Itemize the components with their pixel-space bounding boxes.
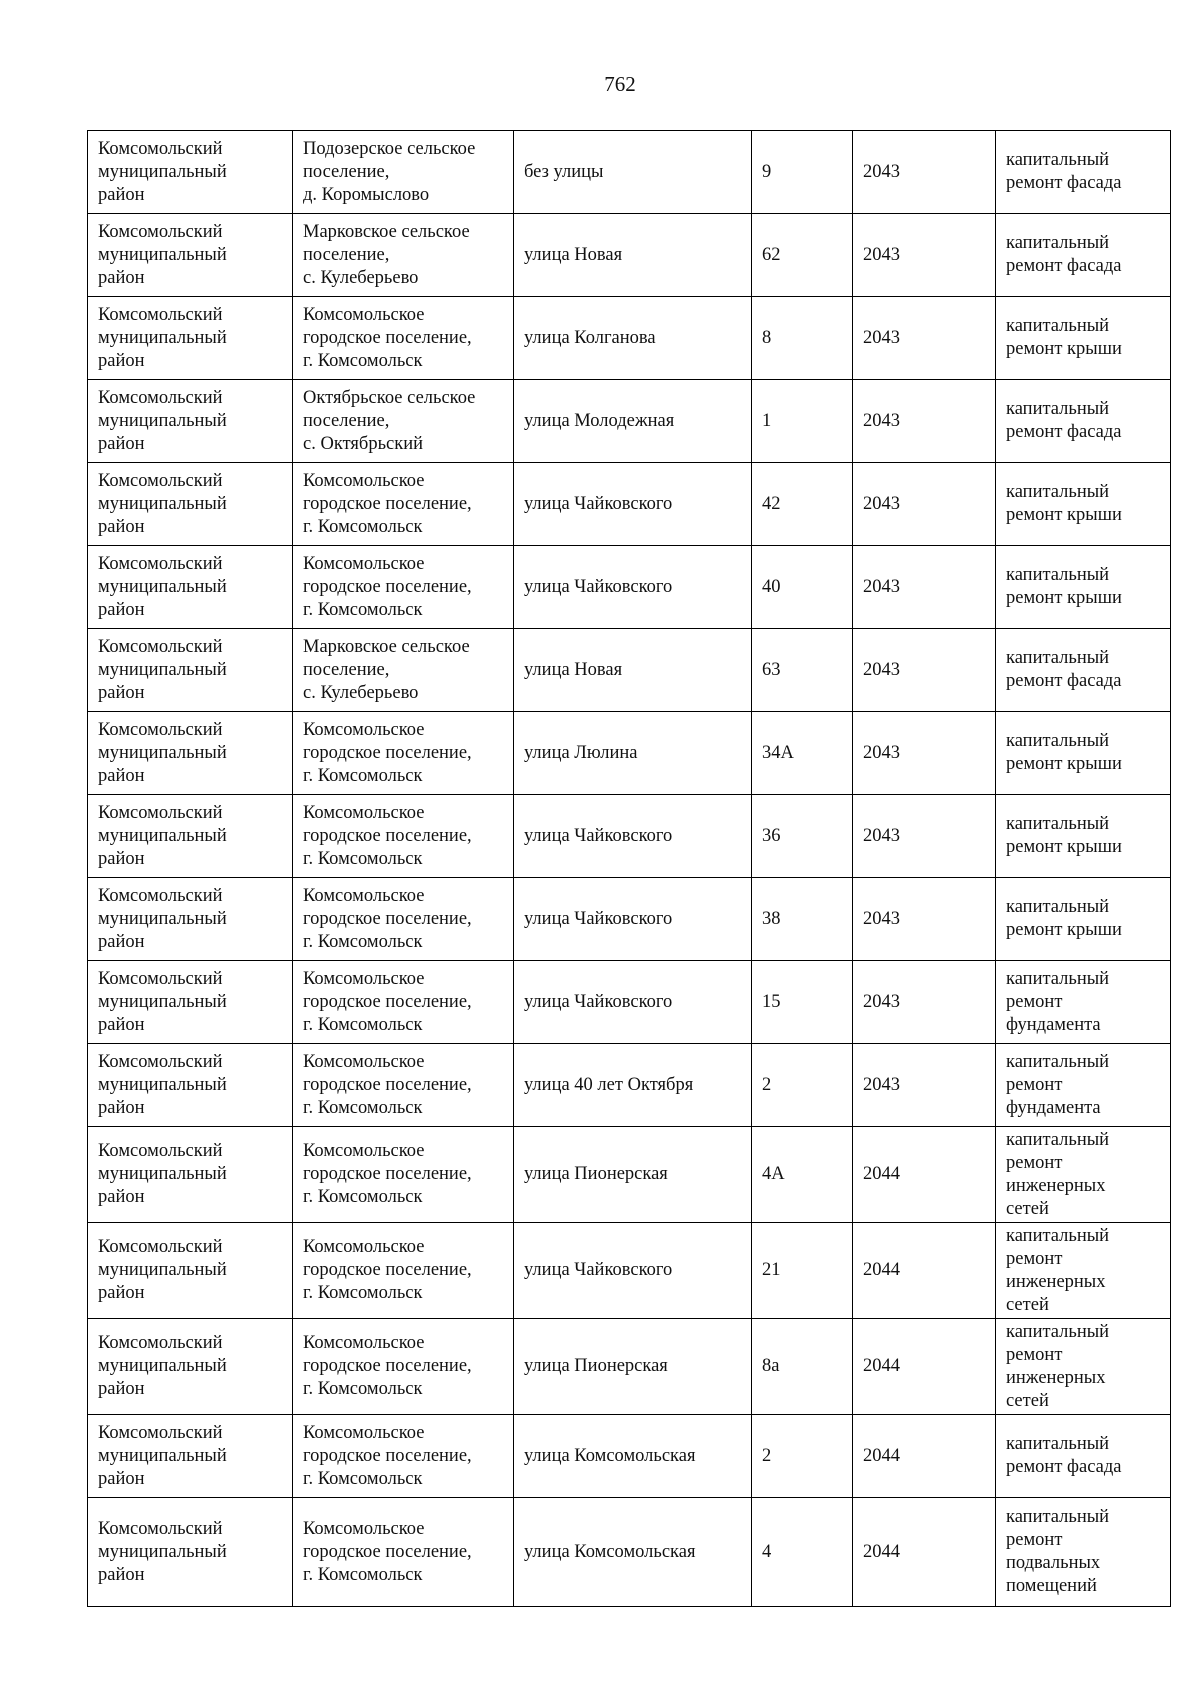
cell-house: 62: [752, 214, 853, 297]
cell-settlement: Комсомольское городское поселение, г. Комсомольск: [293, 297, 514, 380]
cell-work: капитальный ремонт инженерных сетей: [996, 1127, 1171, 1223]
cell-house: 36: [752, 795, 853, 878]
cell-work: капитальный ремонт фасада: [996, 131, 1171, 214]
cell-district: Комсомольский муниципальный район: [88, 214, 293, 297]
cell-work: капитальный ремонт крыши: [996, 878, 1171, 961]
cell-settlement: Октябрьское сельское поселение, с. Октябрьский: [293, 380, 514, 463]
page-number: 762: [604, 72, 636, 96]
cell-district: Комсомольский муниципальный район: [88, 1319, 293, 1415]
cell-street: улица 40 лет Октября: [514, 1044, 752, 1127]
cell-work: капитальный ремонт подвальных помещений: [996, 1498, 1171, 1607]
cell-house: 1: [752, 380, 853, 463]
cell-house: 4: [752, 1498, 853, 1607]
cell-district: Комсомольский муниципальный район: [88, 795, 293, 878]
cell-district: Комсомольский муниципальный район: [88, 1498, 293, 1607]
cell-district: Комсомольский муниципальный район: [88, 1223, 293, 1319]
cell-year: 2043: [853, 961, 996, 1044]
cell-street: улица Чайковского: [514, 961, 752, 1044]
cell-street: улица Чайковского: [514, 546, 752, 629]
cell-house: 40: [752, 546, 853, 629]
cell-house: 38: [752, 878, 853, 961]
cell-work: капитальный ремонт крыши: [996, 297, 1171, 380]
cell-work: капитальный ремонт фундамента: [996, 1044, 1171, 1127]
cell-district: Комсомольский муниципальный район: [88, 131, 293, 214]
cell-street: улица Новая: [514, 629, 752, 712]
table-row: [88, 1223, 1171, 1319]
cell-house: 8: [752, 297, 853, 380]
register-table: [87, 130, 1171, 1607]
cell-house: 63: [752, 629, 853, 712]
register-table-body: [88, 131, 1171, 1607]
table-row: [88, 463, 1171, 546]
cell-house: 21: [752, 1223, 853, 1319]
table-row: [88, 795, 1171, 878]
cell-street: улица Новая: [514, 214, 752, 297]
cell-district: Комсомольский муниципальный район: [88, 961, 293, 1044]
cell-settlement: Комсомольское городское поселение, г. Комсомольск: [293, 961, 514, 1044]
table-row: [88, 1319, 1171, 1415]
cell-district: Комсомольский муниципальный район: [88, 629, 293, 712]
cell-work: капитальный ремонт инженерных сетей: [996, 1223, 1171, 1319]
cell-year: 2044: [853, 1223, 996, 1319]
cell-settlement: Комсомольское городское поселение, г. Комсомольск: [293, 463, 514, 546]
cell-year: 2043: [853, 546, 996, 629]
cell-district: Комсомольский муниципальный район: [88, 712, 293, 795]
cell-settlement: Комсомольское городское поселение, г. Комсомольск: [293, 712, 514, 795]
cell-settlement: Марковское сельское поселение, с. Кулеберьево: [293, 214, 514, 297]
cell-district: Комсомольский муниципальный район: [88, 297, 293, 380]
table-row: [88, 546, 1171, 629]
cell-settlement: Комсомольское городское поселение, г. Комсомольск: [293, 1127, 514, 1223]
table-row: [88, 1127, 1171, 1223]
cell-house: 9: [752, 131, 853, 214]
cell-settlement: Комсомольское городское поселение, г. Комсомольск: [293, 878, 514, 961]
cell-house: 4А: [752, 1127, 853, 1223]
table-row: [88, 214, 1171, 297]
cell-street: улица Молодежная: [514, 380, 752, 463]
cell-work: капитальный ремонт крыши: [996, 546, 1171, 629]
cell-house: 15: [752, 961, 853, 1044]
table-row: [88, 380, 1171, 463]
cell-settlement: Комсомольское городское поселение, г. Комсомольск: [293, 1498, 514, 1607]
cell-work: капитальный ремонт фасада: [996, 214, 1171, 297]
cell-work: капитальный ремонт фасада: [996, 1415, 1171, 1498]
cell-year: 2044: [853, 1415, 996, 1498]
cell-street: улица Пионерская: [514, 1319, 752, 1415]
cell-settlement: Комсомольское городское поселение, г. Комсомольск: [293, 1415, 514, 1498]
cell-work: капитальный ремонт фасада: [996, 380, 1171, 463]
cell-street: улица Люлина: [514, 712, 752, 795]
cell-year: 2043: [853, 878, 996, 961]
cell-house: 42: [752, 463, 853, 546]
cell-street: улица Чайковского: [514, 1223, 752, 1319]
cell-house: 34А: [752, 712, 853, 795]
cell-street: улица Пионерская: [514, 1127, 752, 1223]
cell-district: Комсомольский муниципальный район: [88, 878, 293, 961]
cell-work: капитальный ремонт инженерных сетей: [996, 1319, 1171, 1415]
cell-work: капитальный ремонт крыши: [996, 463, 1171, 546]
table-row: [88, 961, 1171, 1044]
cell-work: капитальный ремонт фундамента: [996, 961, 1171, 1044]
cell-district: Комсомольский муниципальный район: [88, 1127, 293, 1223]
cell-year: 2044: [853, 1498, 996, 1607]
cell-settlement: Комсомольское городское поселение, г. Комсомольск: [293, 546, 514, 629]
cell-street: улица Колганова: [514, 297, 752, 380]
cell-house: 2: [752, 1415, 853, 1498]
cell-work: капитальный ремонт фасада: [996, 629, 1171, 712]
cell-year: 2043: [853, 214, 996, 297]
cell-settlement: Подозерское сельское поселение, д. Коромыслово: [293, 131, 514, 214]
cell-house: 8а: [752, 1319, 853, 1415]
cell-year: 2043: [853, 629, 996, 712]
table-row: [88, 1498, 1171, 1607]
cell-settlement: Марковское сельское поселение, с. Кулеберьево: [293, 629, 514, 712]
cell-year: 2044: [853, 1127, 996, 1223]
cell-district: Комсомольский муниципальный район: [88, 380, 293, 463]
cell-work: капитальный ремонт крыши: [996, 795, 1171, 878]
cell-year: 2043: [853, 380, 996, 463]
cell-year: 2043: [853, 131, 996, 214]
table-row: [88, 712, 1171, 795]
cell-street: без улицы: [514, 131, 752, 214]
cell-street: улица Чайковского: [514, 878, 752, 961]
cell-settlement: Комсомольское городское поселение, г. Комсомольск: [293, 795, 514, 878]
cell-street: улица Комсомольская: [514, 1415, 752, 1498]
table-row: [88, 1415, 1171, 1498]
cell-street: улица Чайковского: [514, 463, 752, 546]
cell-year: 2043: [853, 297, 996, 380]
cell-year: 2043: [853, 712, 996, 795]
cell-street: улица Чайковского: [514, 795, 752, 878]
cell-settlement: Комсомольское городское поселение, г. Комсомольск: [293, 1044, 514, 1127]
cell-street: улица Комсомольская: [514, 1498, 752, 1607]
cell-settlement: Комсомольское городское поселение, г. Комсомольск: [293, 1223, 514, 1319]
cell-district: Комсомольский муниципальный район: [88, 546, 293, 629]
cell-district: Комсомольский муниципальный район: [88, 1044, 293, 1127]
cell-year: 2044: [853, 1319, 996, 1415]
table-row: [88, 878, 1171, 961]
table-row: [88, 1044, 1171, 1127]
table-row: [88, 297, 1171, 380]
cell-settlement: Комсомольское городское поселение, г. Комсомольск: [293, 1319, 514, 1415]
table-row: [88, 131, 1171, 214]
cell-year: 2043: [853, 795, 996, 878]
cell-year: 2043: [853, 1044, 996, 1127]
table-row: [88, 629, 1171, 712]
cell-house: 2: [752, 1044, 853, 1127]
cell-district: Комсомольский муниципальный район: [88, 463, 293, 546]
cell-year: 2043: [853, 463, 996, 546]
cell-work: капитальный ремонт крыши: [996, 712, 1171, 795]
cell-district: Комсомольский муниципальный район: [88, 1415, 293, 1498]
